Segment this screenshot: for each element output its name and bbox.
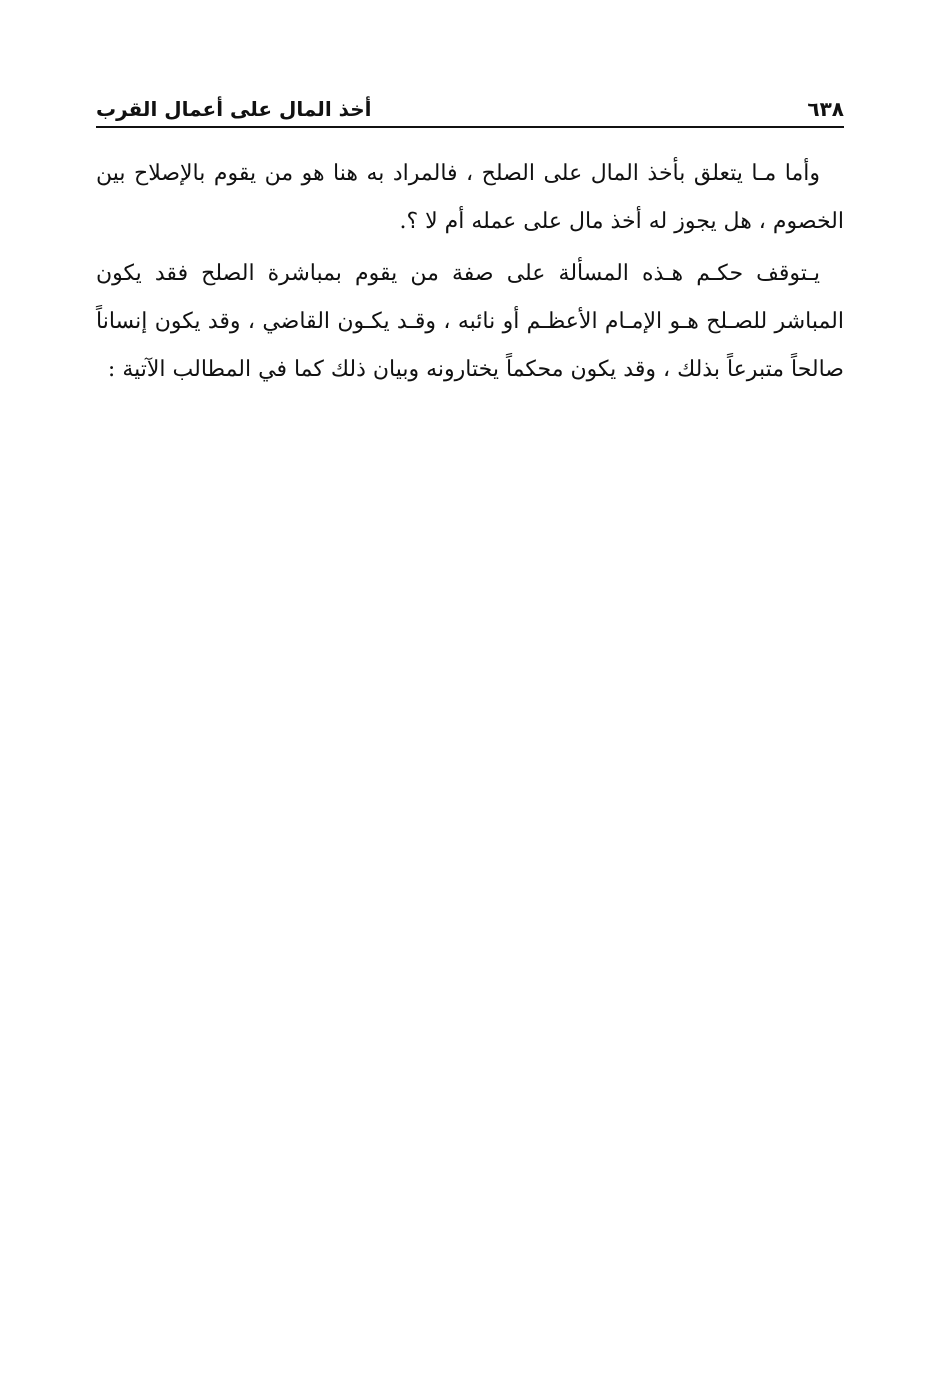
page-header — [96, 92, 844, 128]
page-number: ٦٣٨ — [807, 97, 844, 121]
paragraph: يـتوقف حكـم هـذه المسألة على صفة من يقوم بمباشرة الصلح فقد يكون المباشر للصـلح هـو الإمـام الأعظـم أو نائبه ، وقـد يكـون القاضي ، وقد يكون إنساناً صالحاً متبرعاً بذلك ، وقد يكون محكماً يختارونه وبيان ذلك كما في المطالب الآتية : — [96, 261, 844, 382]
body-text — [96, 150, 844, 394]
paragraph: وأما مـا يتعلق بأخذ المال على الصلح ، فالمراد به هنا هو من يقوم بالإصلاح بين الخصوم ، هل يجوز له أخذ مال على عمله أم لا ؟. — [96, 161, 844, 234]
running-title: أخذ المال على أعمال القرب — [96, 97, 372, 121]
